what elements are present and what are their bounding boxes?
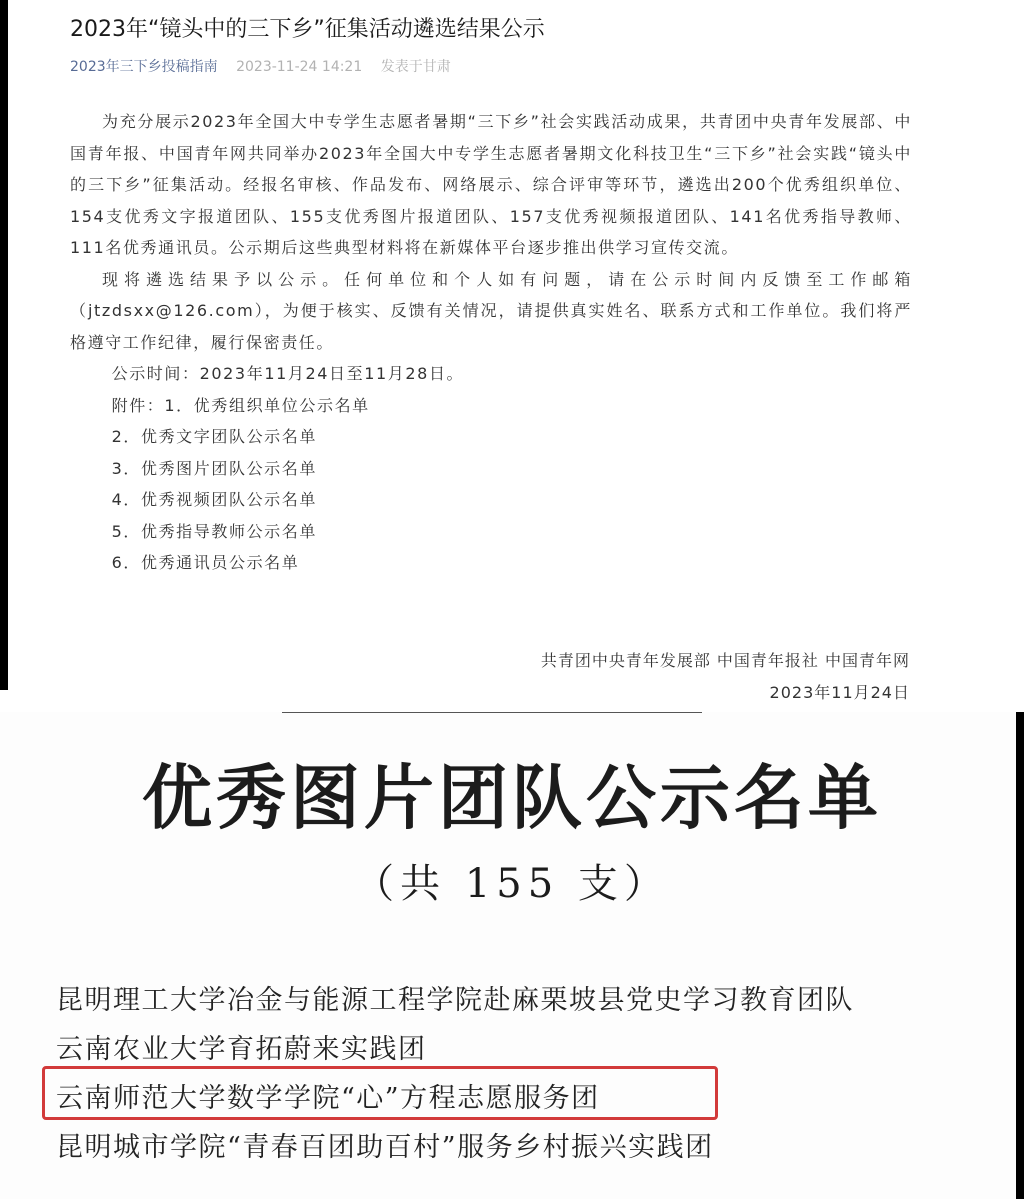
attachment-item: 5．优秀指导教师公示名单 (111, 521, 317, 541)
attachment-item: 4．优秀视频团队公示名单 (111, 490, 317, 509)
highlight-box (42, 1066, 718, 1120)
article-title: 2023年“镜头中的三下乡”征集活动遴选结果公示 (70, 17, 545, 42)
team-item: 云南农业大学育拓蔚来实践团 (56, 1034, 427, 1065)
paragraph-intro: 为充分展示2023年全国大中专学生志愿者暑期“三下乡”社会实践活动成果，共青团中央青年发展部、中国青年报、中国青年网共同举办2023年全国大中专学生志愿者暑期文化科技卫生“三下乡”社会实践“镜头中的三下乡”征集活动。经报名审核、作品发布、网络展示、综合评审等环节，遴选出200个优秀组织单位、154支优秀文字报道团队、155支优秀图片报道团队、157支优秀视频报道团队、141名优秀指导教师、111名优秀通讯员。公示期后这些典型材料将在新媒体平台逐步推出供学习宣传交流。 (70, 112, 912, 257)
paragraph-notice: 现将遴选结果予以公示。任何单位和个人如有问题，请在公示时间内反馈至工作邮箱（jtzdsxx@126.com），为便于核实、反馈有关情况，请提供真实姓名、联系方式和工作单位。我们将严格遵守工作纪律，履行保密责任。 (70, 269, 912, 352)
document-top-rule (282, 712, 702, 713)
article-body (70, 106, 912, 579)
document-count: （共 155 支） (354, 861, 670, 907)
article-meta (70, 56, 451, 76)
sign-date: 2023年11月24日 (769, 683, 910, 702)
team-item: 昆明城市学院“青春百团助百村”服务乡村振兴实践团 (56, 1132, 714, 1163)
team-item: 昆明理工大学冶金与能源工程学院赴麻栗坡县党史学习教育团队 (56, 985, 854, 1016)
attachment-item: 2．优秀文字团队公示名单 (111, 427, 317, 446)
attachment-item: 6．优秀通讯员公示名单 (111, 553, 300, 572)
scanned-document (0, 712, 1024, 1199)
publish-datetime: 2023-11-24 14:21 (236, 59, 363, 75)
account-name-link[interactable]: 2023年三下乡投稿指南 (70, 59, 218, 75)
attachment-item: 附件：1．优秀组织单位公示名单 (111, 395, 370, 415)
team-item-highlighted: 云南师范大学数学学院“心”方程志愿服务团 (56, 1083, 600, 1114)
publish-location: 发表于甘肃 (380, 59, 451, 75)
publicity-period: 公示时间：2023年11月24日至11月28日。 (111, 364, 465, 383)
signer-organizations: 共青团中央青年发展部 中国青年报社 中国青年网 (540, 651, 910, 670)
document-title: 优秀图片团队公示名单 (142, 756, 882, 839)
attachment-item: 3．优秀图片团队公示名单 (111, 458, 317, 478)
left-edge-bar (0, 0, 8, 690)
